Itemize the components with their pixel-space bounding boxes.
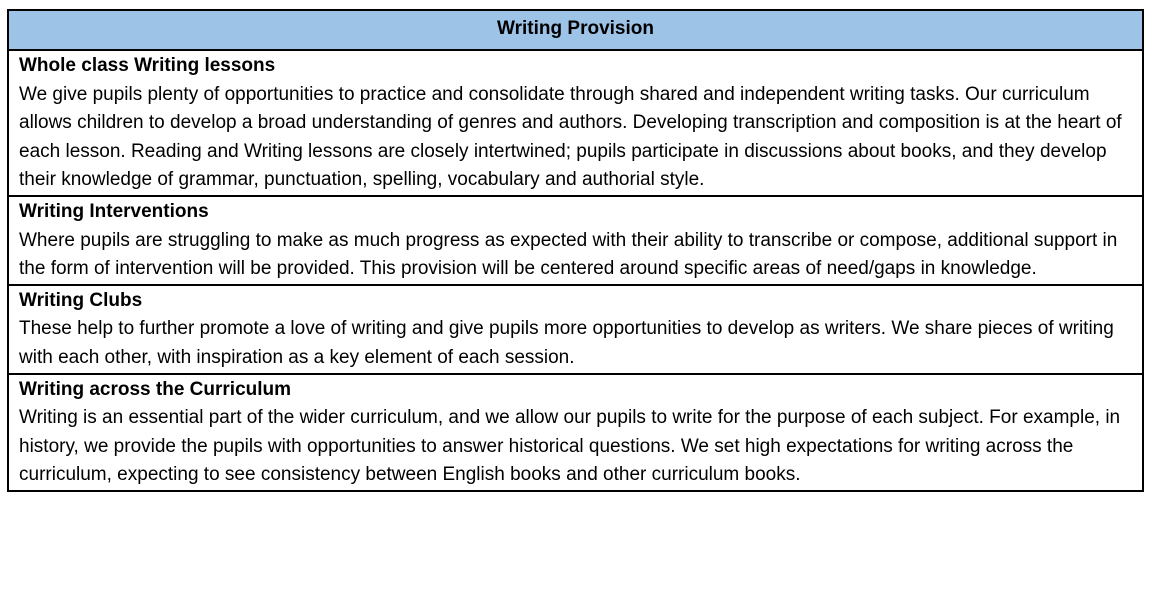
writing-provision-table: [7, 9, 1144, 492]
section-title: Writing Interventions: [19, 200, 209, 222]
section-body: Writing is an essential part of the wider curriculum, and we allow our pupils to write for the purpose of each subject. For example, in history, we provide the pupils with opportunities to answer historical questions. We set high expectations for writing across the curriculum, expecting to see consistency between English books and other curriculum books.: [19, 407, 1121, 486]
section-writing-across-the-curriculum: [9, 375, 1142, 490]
table-header: Writing Provision: [9, 11, 1142, 51]
section-title: Writing Clubs: [19, 289, 143, 311]
section-title: Whole class Writing lessons: [19, 55, 276, 76]
section-title: Writing across the Curriculum: [19, 378, 292, 400]
section-whole-class-writing-lessons: [9, 51, 1142, 197]
section-writing-clubs: [9, 286, 1142, 375]
section-body: These help to further promote a love of writing and give pupils more opportunities to develop as writers. We share pieces of writing with each other, with inspiration as a key element of each session.: [19, 318, 1114, 368]
section-body: Where pupils are struggling to make as much progress as expected with their ability to transcribe or compose, additional support in the form of intervention will be provided. This provision will be centered around specific areas of need/gaps in knowledge.: [19, 229, 1118, 280]
section-writing-interventions: [9, 197, 1142, 286]
section-body: We give pupils plenty of opportunities to practice and consolidate through shared and independent writing tasks. Our curriculum allows children to develop a broad understanding of genres and authors. Developing transcription and composition is at the heart of each lesson. Reading and Writing lessons are closely intertwined; pupils participate in discussions about books, and they develop their knowledge of grammar, punctuation, spelling, vocabulary and authorial style.: [19, 83, 1122, 191]
